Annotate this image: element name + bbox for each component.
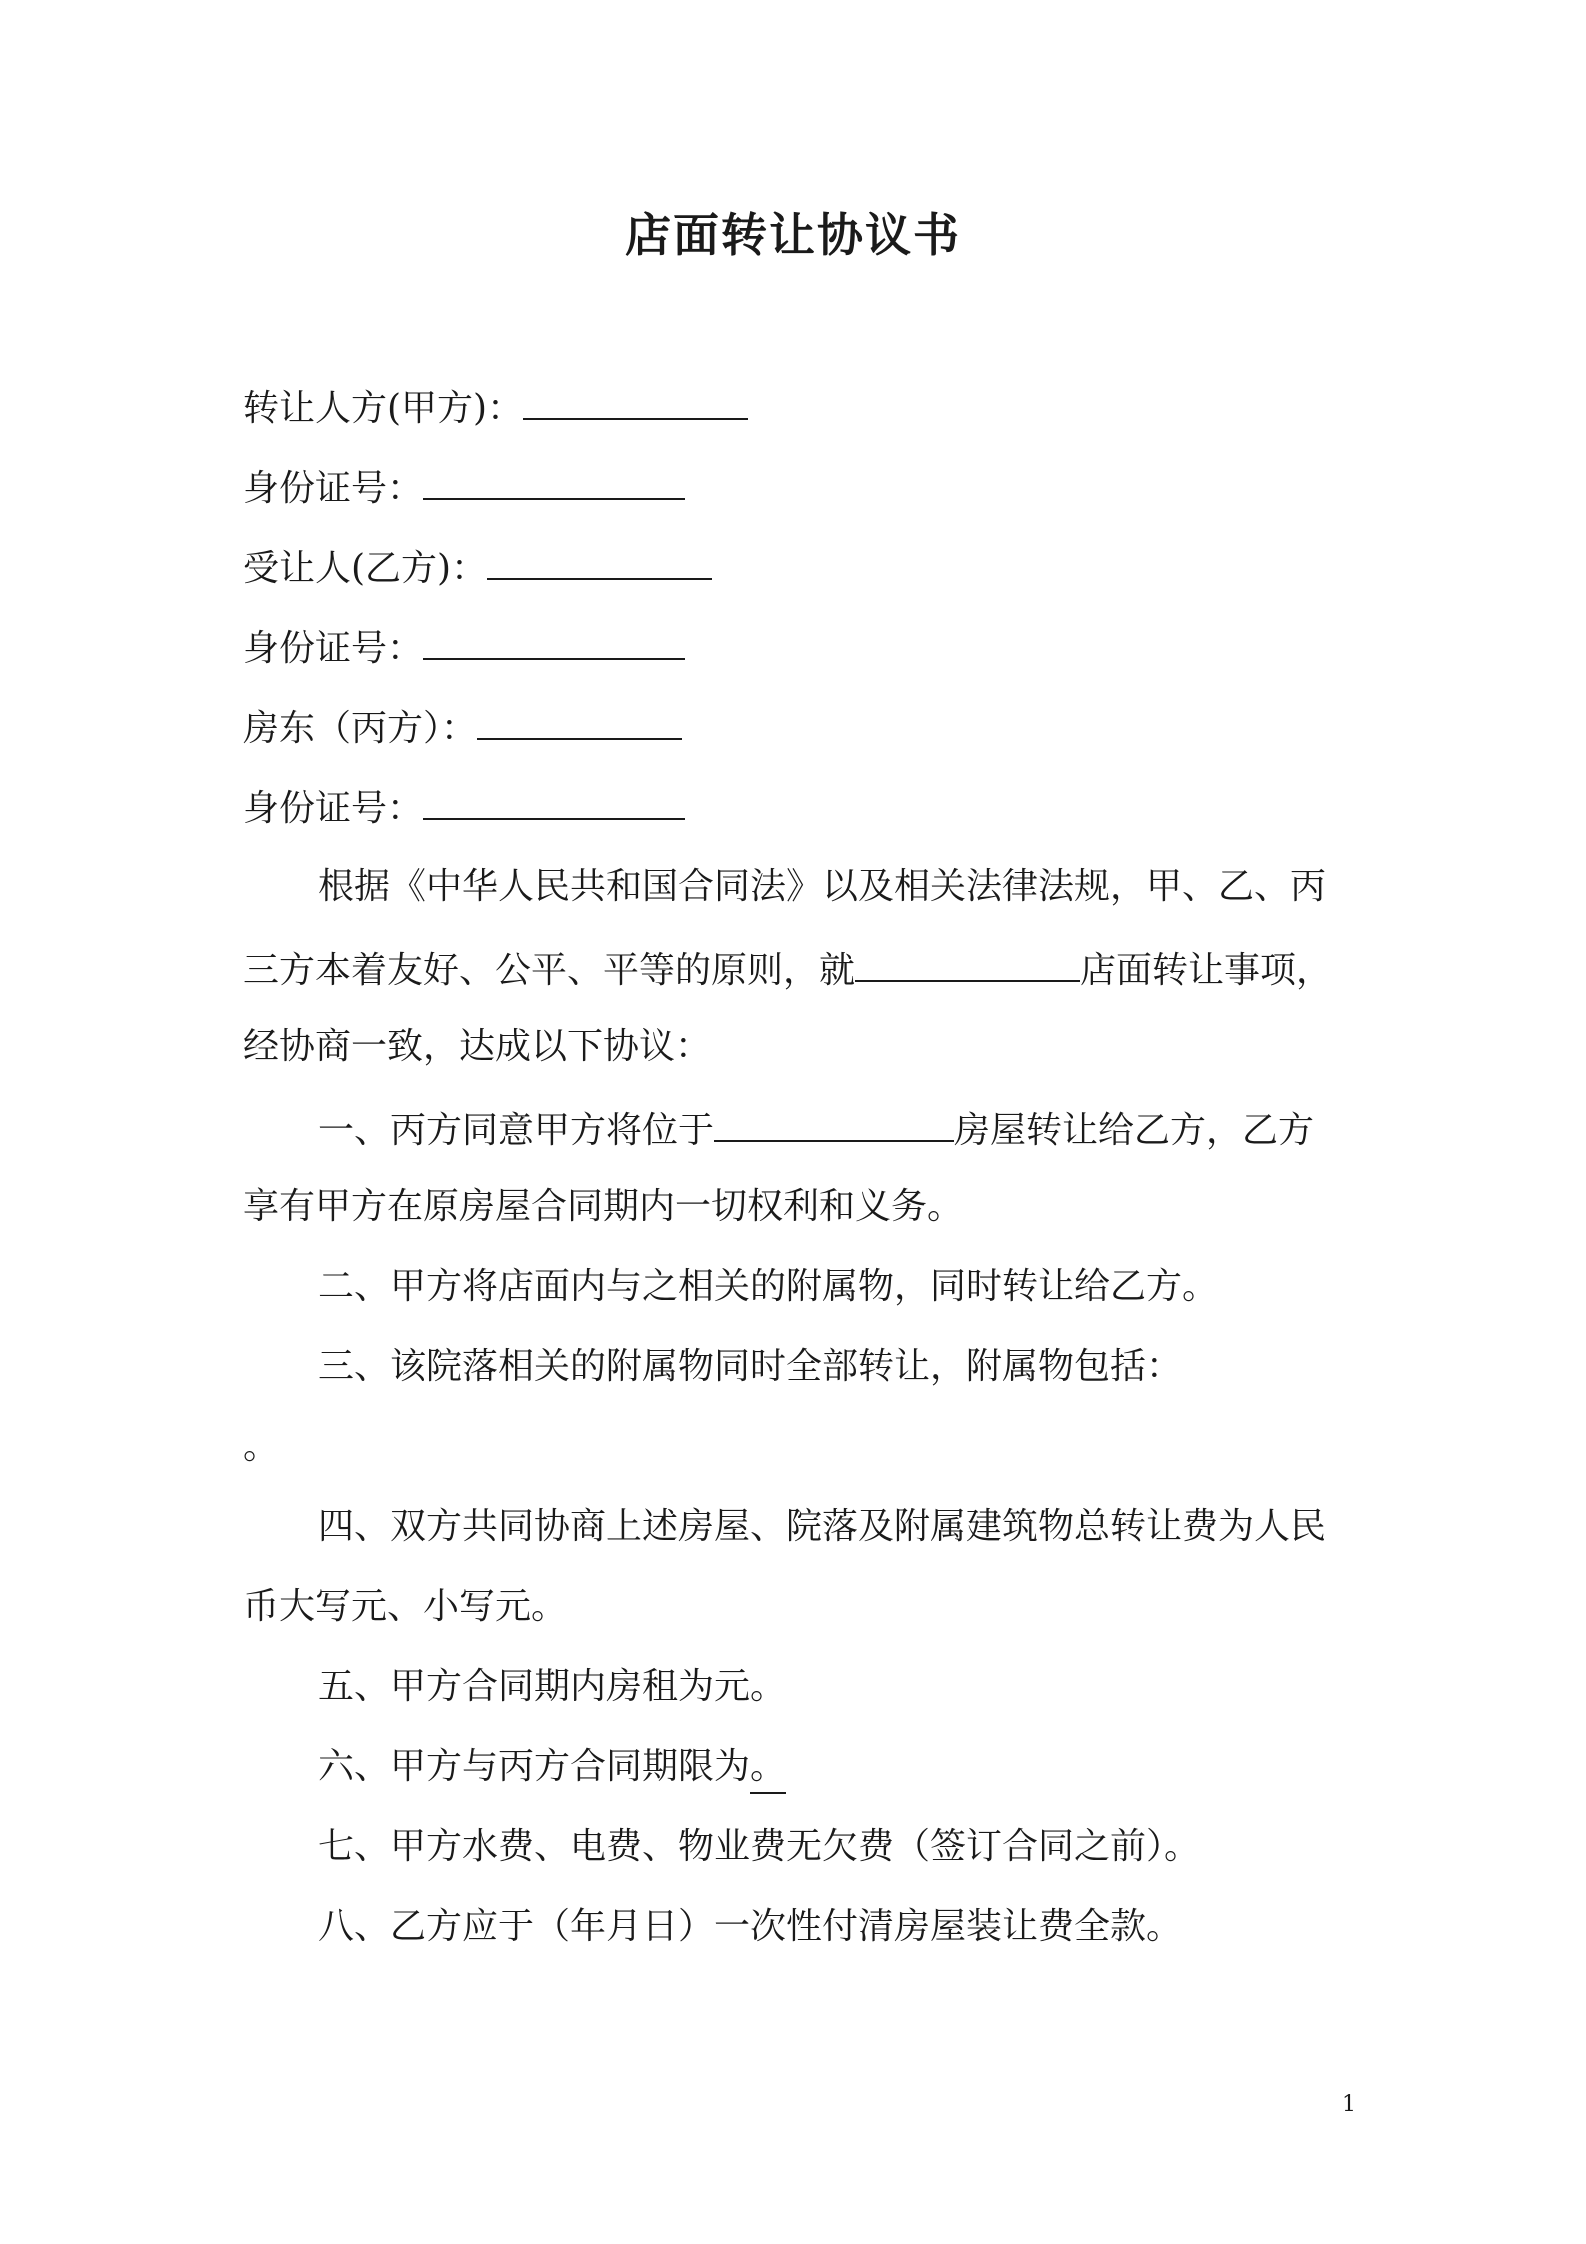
- fill-blank[interactable]: [855, 942, 1080, 982]
- party-label: 转让人方(甲方)：: [243, 388, 524, 429]
- party-transferee-id: [243, 620, 685, 674]
- party-transferee: [243, 540, 712, 594]
- clause-5: 五、甲方合同期内房租为元。: [318, 1666, 787, 1707]
- party-transferor-id: [243, 460, 685, 514]
- clause-3-line-2: 。: [243, 1426, 280, 1467]
- party-transferor: [243, 380, 748, 434]
- clause-6-underlined: 。: [750, 1742, 786, 1794]
- preamble-line-2: [243, 942, 1332, 996]
- clause-1-line-2: 享有甲方在原房屋合同期内一切权利和义务。: [243, 1186, 964, 1227]
- preamble-text: 三方本着友好、公平、平等的原则，就: [243, 950, 856, 991]
- fill-blank[interactable]: [423, 460, 685, 500]
- preamble-line-1: 根据《中华人民共和国合同法》以及相关法律法规，甲、乙、丙: [318, 866, 1327, 907]
- clause-8: 八、乙方应于（年月日）一次性付清房屋装让费全款。: [318, 1906, 1183, 1947]
- party-label: 身份证号：: [243, 788, 424, 829]
- fill-blank[interactable]: [523, 380, 748, 420]
- preamble-text: 店面转让事项，: [1080, 950, 1333, 991]
- party-label: 受让人(乙方)：: [243, 548, 488, 589]
- document-title: 店面转让协议书: [625, 208, 961, 262]
- party-landlord: [243, 700, 682, 754]
- party-landlord-id: [243, 780, 685, 834]
- party-label: 身份证号：: [243, 628, 424, 669]
- clause-text: 房屋转让给乙方，乙方: [954, 1110, 1315, 1151]
- fill-blank[interactable]: [423, 780, 685, 820]
- clause-4-line-2: 币大写元、小写元。: [243, 1586, 568, 1627]
- clause-text: 六、甲方与丙方合同期限为: [318, 1746, 751, 1787]
- party-label: 房东（丙方）：: [243, 708, 478, 749]
- clause-text: 一、丙方同意甲方将位于: [318, 1110, 715, 1151]
- fill-blank[interactable]: [714, 1102, 954, 1142]
- fill-blank[interactable]: [477, 700, 682, 740]
- fill-blank[interactable]: [423, 620, 685, 660]
- clause-3-line-1: 三、该院落相关的附属物同时全部转让，附属物包括：: [318, 1346, 1183, 1387]
- clause-6: [318, 1742, 786, 1794]
- party-label: 身份证号：: [243, 468, 424, 509]
- clause-4-line-1: 四、双方共同协商上述房屋、院落及附属建筑物总转让费为人民: [318, 1506, 1327, 1547]
- clause-1-line-1: [318, 1102, 1314, 1156]
- clause-7: 七、甲方水费、电费、物业费无欠费（签订合同之前）。: [318, 1826, 1201, 1867]
- page-number: 1: [1342, 2092, 1356, 2117]
- clause-2: 二、甲方将店面内与之相关的附属物，同时转让给乙方。: [318, 1266, 1219, 1307]
- preamble-line-3: 经协商一致，达成以下协议：: [243, 1026, 712, 1067]
- fill-blank[interactable]: [487, 540, 712, 580]
